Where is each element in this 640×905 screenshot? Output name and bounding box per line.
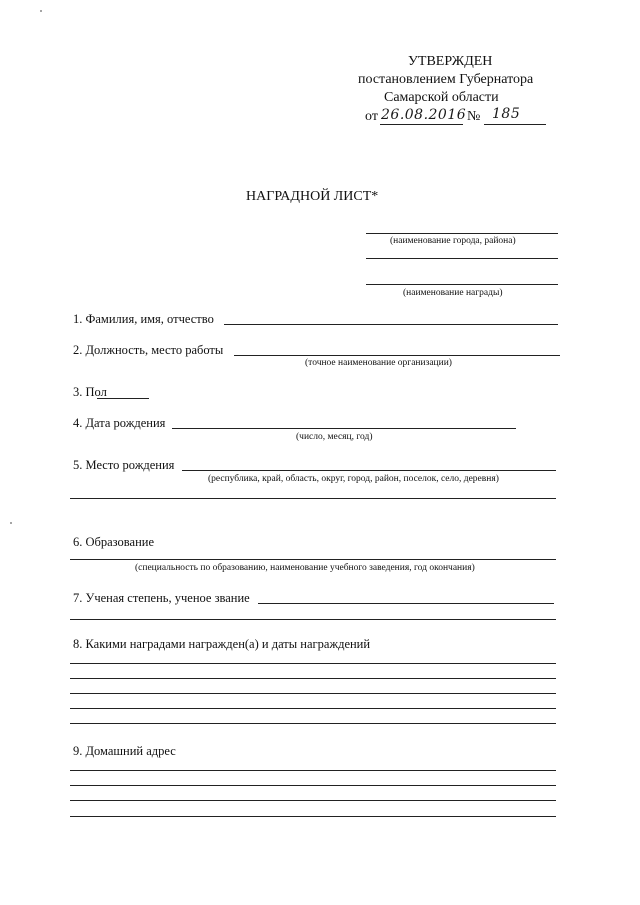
field-2-label: 2. Должность, место работы: [73, 343, 224, 357]
field-5-label: 5. Место рождения: [73, 458, 175, 472]
field-4-line: [172, 428, 516, 429]
approval-from-label: от: [365, 109, 378, 124]
field-5-line-2: [70, 498, 556, 499]
field-7-line: [258, 603, 554, 604]
approval-line-2: Самарской области: [384, 90, 499, 105]
birth-date-caption: (число, месяц, год): [296, 432, 373, 442]
award-line-2: [366, 284, 558, 285]
field-7-label: 7. Ученая степень, ученое звание: [73, 591, 250, 605]
approval-date-handwritten: 26.08.2016: [381, 107, 467, 123]
form-title: НАГРАДНОЙ ЛИСТ*: [246, 189, 379, 204]
approval-number-label: №: [467, 109, 481, 124]
field-8-label: 8. Какими наградами награжден(а) и даты награждений: [73, 637, 371, 651]
approval-title: УТВЕРЖДЕН: [408, 54, 493, 69]
education-caption: (специальность по образованию, наименование учебного заведения, год окончания): [135, 563, 475, 573]
field-2-line: [234, 355, 560, 356]
field-1-line: [224, 324, 558, 325]
field-8-line: [70, 693, 556, 694]
organization-caption: (точное наименование организации): [305, 358, 452, 368]
scan-speck: [40, 10, 42, 12]
field-8-line: [70, 723, 556, 724]
approval-line-1: постановлением Губернатора: [358, 72, 534, 87]
scan-speck: [10, 522, 12, 524]
city-line: [366, 233, 558, 234]
field-1-label: 1. Фамилия, имя, отчество: [73, 312, 214, 326]
approval-number-line: [484, 124, 546, 125]
field-6-line: [70, 559, 556, 560]
field-8-line: [70, 708, 556, 709]
city-caption: (наименование города, района): [390, 236, 516, 246]
field-3-label: 3. Пол: [73, 385, 107, 399]
field-7-line-2: [70, 619, 556, 620]
award-line-1: [366, 258, 558, 259]
field-4-label: 4. Дата рождения: [73, 416, 166, 430]
field-9-label: 9. Домашний адрес: [73, 744, 176, 758]
approval-number-handwritten: 185: [492, 106, 521, 122]
field-9-line: [70, 816, 556, 817]
field-9-line: [70, 785, 556, 786]
field-9-line: [70, 770, 556, 771]
award-caption: (наименование награды): [403, 288, 503, 298]
birth-place-caption: (республика, край, область, округ, город, район, поселок, село, деревня): [208, 474, 499, 484]
field-5-line: [182, 470, 556, 471]
field-8-line: [70, 663, 556, 664]
field-9-line: [70, 800, 556, 801]
field-3-line: [97, 398, 149, 399]
field-8-line: [70, 678, 556, 679]
approval-date-line: [380, 124, 463, 125]
field-6-label: 6. Образование: [73, 535, 155, 549]
